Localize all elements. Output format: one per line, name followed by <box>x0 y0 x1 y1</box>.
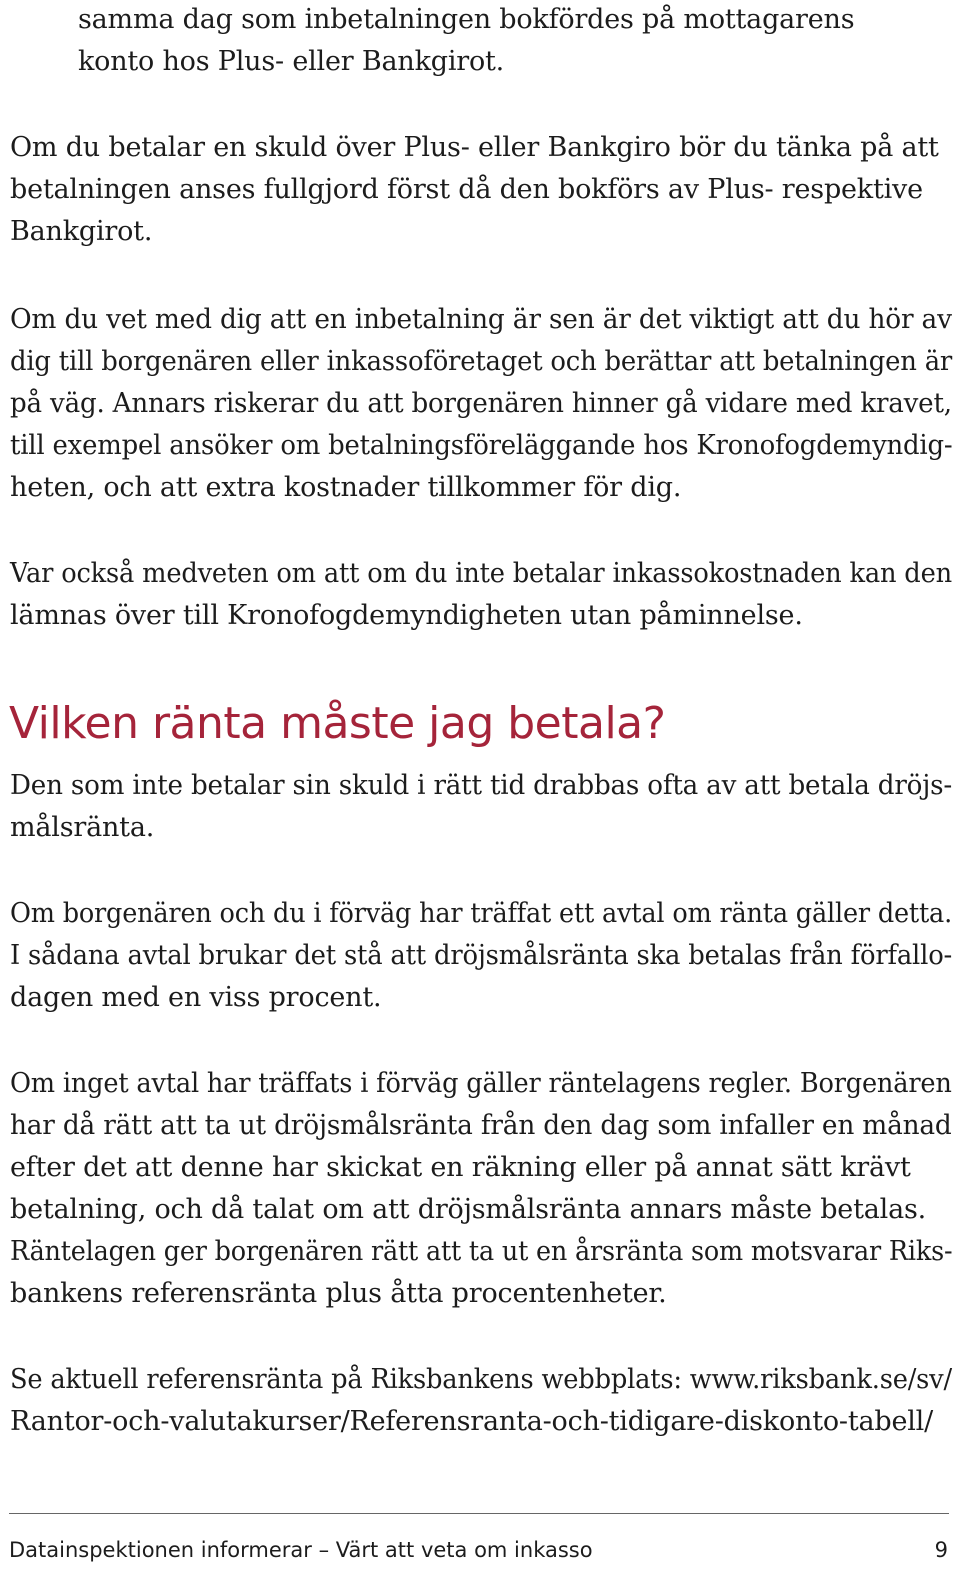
p6-line-2: har då rätt att ta ut dröjsmålsränta från den dag som infaller en månad <box>10 1110 952 1141</box>
p4-line-2: målsränta. <box>10 812 155 843</box>
p5-line-1: Om borgenären och du i förväg har träffat ett avtal om ränta gäller detta. <box>10 898 953 929</box>
footer-title: Datainspektionen informerar – Värt att veta om inkasso <box>9 1538 593 1562</box>
section-heading: Vilken ränta måste jag betala? <box>9 698 666 749</box>
p3-line-2: lämnas över till Kronofogdemyndigheten utan påminnelse. <box>10 600 803 631</box>
p7-line-1: Se aktuell referensränta på Riksbankens webbplats: www.riksbank.se/sv/ <box>10 1364 952 1395</box>
p6-line-5: Räntelagen ger borgenären rätt att ta ut en årsränta som motsvarar Riks- <box>10 1236 953 1267</box>
page-number: 9 <box>934 1538 948 1562</box>
p1-line-2: betalningen anses fullgjord först då den bokförs av Plus- respektive <box>10 174 923 205</box>
p3-line-1: Var också medveten om att om du inte betalar inkassokostnaden kan den <box>10 558 952 589</box>
p5-line-2: I sådana avtal brukar det stå att dröjsmålsränta ska betalas från förfallo- <box>10 940 953 971</box>
intro-line-2: konto hos Plus- eller Bankgirot. <box>78 46 505 77</box>
p2-line-2: dig till borgenären eller inkassoföretaget och berättar att betalningen är <box>10 346 953 377</box>
p6-line-1: Om inget avtal har träffats i förväg gäller räntelagens regler. Borgenären <box>10 1068 952 1099</box>
p4-line-1: Den som inte betalar sin skuld i rätt tid drabbas ofta av att betala dröjs- <box>10 770 952 801</box>
p2-line-5: heten, och att extra kostnader tillkommer för dig. <box>10 472 682 503</box>
p2-line-1: Om du vet med dig att en inbetalning är sen är det viktigt att du hör av <box>10 304 952 335</box>
p5-line-3: dagen med en viss procent. <box>10 982 382 1013</box>
p6-line-3: efter det att denne har skickat en räkning eller på annat sätt krävt <box>10 1152 911 1183</box>
p7-line-2: Rantor-och-valutakurser/Referensranta-och-tidigare-diskonto-tabell/ <box>10 1406 934 1437</box>
footer-divider <box>9 1513 949 1514</box>
p6-line-6: bankens referensränta plus åtta procentenheter. <box>10 1278 667 1309</box>
p6-line-4: betalning, och då talat om att dröjsmålsränta annars måste betalas. <box>10 1194 927 1225</box>
p1-line-1: Om du betalar en skuld över Plus- eller Bankgiro bör du tänka på att <box>10 132 939 163</box>
p2-line-3: på väg. Annars riskerar du att borgenären hinner gå vidare med kravet, <box>10 388 952 419</box>
p1-line-3: Bankgirot. <box>10 216 153 247</box>
p2-line-4: till exempel ansöker om betalningsföreläggande hos Kronofogdemyndig- <box>10 430 953 461</box>
intro-line-1: samma dag som inbetalningen bokfördes på mottagarens <box>78 4 855 35</box>
